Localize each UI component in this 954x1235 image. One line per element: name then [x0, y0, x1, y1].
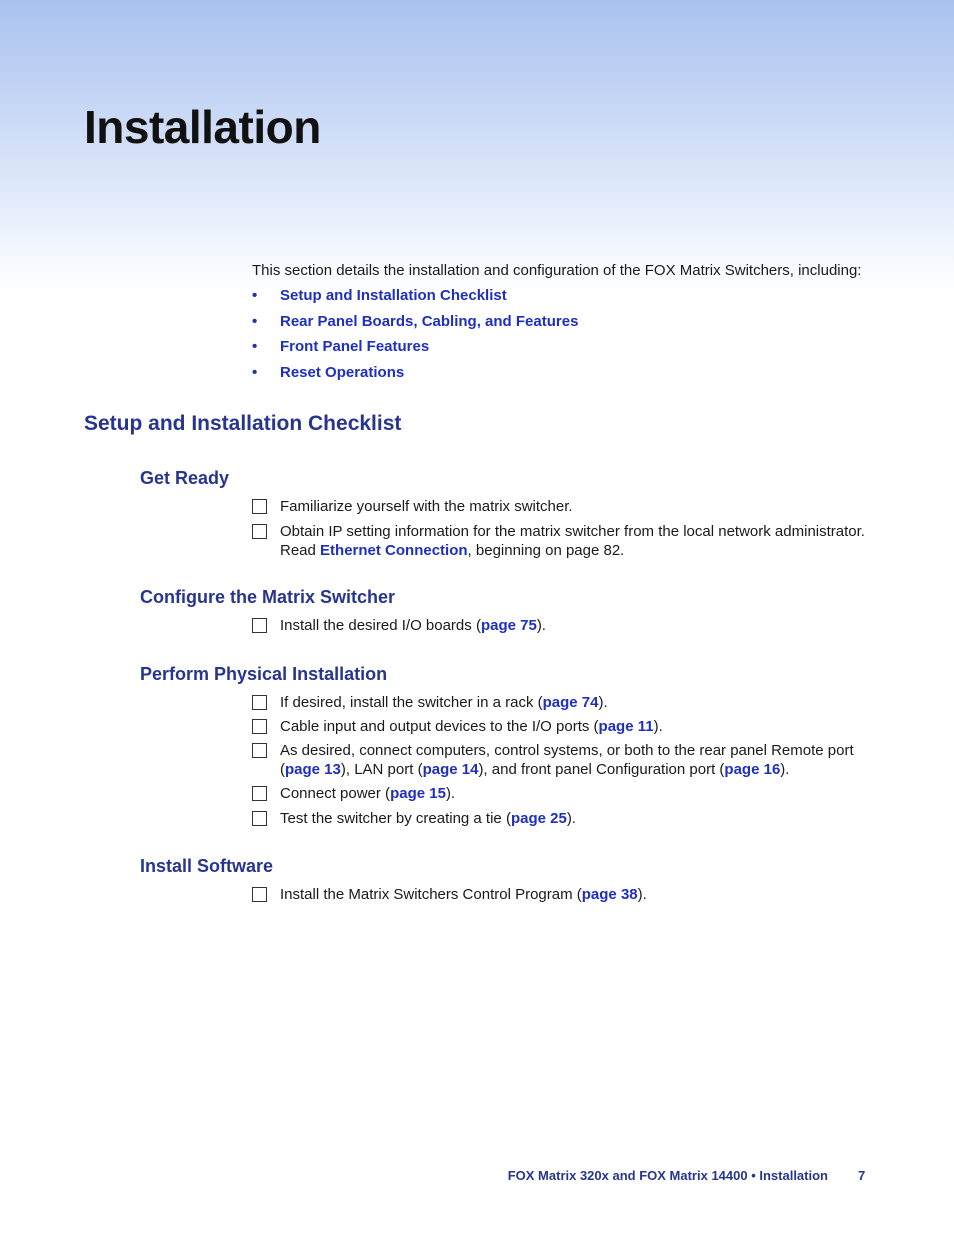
section-heading: Setup and Installation Checklist — [84, 412, 402, 435]
checklist-item: Install the Matrix Switchers Control Program (page 38). — [252, 885, 872, 904]
checkbox-icon[interactable] — [252, 887, 267, 902]
link-page-74[interactable]: page 74 — [542, 694, 599, 711]
link-reset-operations[interactable]: Reset Operations — [280, 364, 405, 382]
bullet-icon: • — [252, 364, 258, 382]
bullet-icon: • — [252, 287, 258, 304]
checkbox-icon[interactable] — [252, 618, 267, 633]
checkbox-icon[interactable] — [252, 695, 267, 710]
intro-bullet-list — [252, 287, 578, 390]
checklist-item: Familiarize yourself with the matrix switcher. — [252, 497, 872, 516]
link-page-25[interactable]: page 25 — [510, 810, 567, 827]
bullet-icon: • — [252, 312, 258, 330]
subheading-install-software: Install Software — [140, 856, 274, 876]
checklist-item: Install the desired I/O boards (page 75). — [252, 616, 872, 635]
link-page-14[interactable]: page 14 — [422, 761, 479, 778]
footer-title: FOX Matrix 320x and FOX Matrix 14400 • Installation — [507, 1168, 828, 1183]
link-front-panel[interactable]: Front Panel Features — [280, 338, 430, 356]
subheading-get-ready: Get Ready — [140, 468, 230, 488]
link-page-16[interactable]: page 16 — [724, 761, 781, 778]
checkbox-icon[interactable] — [252, 499, 267, 514]
checkbox-icon[interactable] — [252, 743, 267, 758]
link-ethernet-connection[interactable]: Ethernet Connection — [320, 542, 468, 559]
intro-paragraph: This section details the installation and configuration of the FOX Matrix Switchers, including: — [252, 262, 862, 279]
link-page-15[interactable]: page 15 — [390, 785, 446, 802]
checklist-item: If desired, install the switcher in a rack (page 74). — [252, 693, 872, 712]
page-number: 7 — [858, 1168, 866, 1183]
checklist-item: As desired, connect computers, control systems, or both to the rear panel Remote port (page 13), LAN port (page 14), and front panel Configuration port (page 16). — [252, 741, 872, 779]
subheading-configure: Configure the Matrix Switcher — [140, 587, 396, 607]
checklist-item: Cable input and output devices to the I/O ports (page 11). — [252, 717, 872, 736]
list-item — [252, 313, 578, 339]
checkbox-icon[interactable] — [252, 524, 267, 539]
link-rear-panel[interactable]: Rear Panel Boards, Cabling, and Features — [280, 312, 579, 330]
subheading-physical-installation: Perform Physical Installation — [140, 664, 388, 684]
checklist-item: Obtain IP setting information for the matrix switcher from the local network administrator. Read Ethernet Connection, beginning on page 82. — [252, 522, 872, 560]
checklist-item: Connect power (page 15). — [252, 784, 872, 803]
checklist-item: Test the switcher by creating a tie (page 25). — [252, 809, 872, 828]
link-page-13[interactable]: page 13 — [285, 761, 341, 778]
checkbox-icon[interactable] — [252, 786, 267, 801]
chapter-title: Installation — [84, 101, 321, 153]
list-item — [252, 338, 578, 364]
bullet-icon: • — [252, 338, 258, 356]
link-page-75[interactable]: page 75 — [480, 617, 537, 634]
checkbox-icon[interactable] — [252, 811, 267, 826]
link-page-38[interactable]: page 38 — [581, 886, 638, 903]
checkbox-icon[interactable] — [252, 719, 267, 734]
list-item — [252, 364, 578, 390]
link-setup-checklist[interactable]: Setup and Installation Checklist — [280, 287, 507, 304]
link-page-11[interactable]: page 11 — [598, 718, 654, 735]
list-item — [252, 287, 578, 313]
